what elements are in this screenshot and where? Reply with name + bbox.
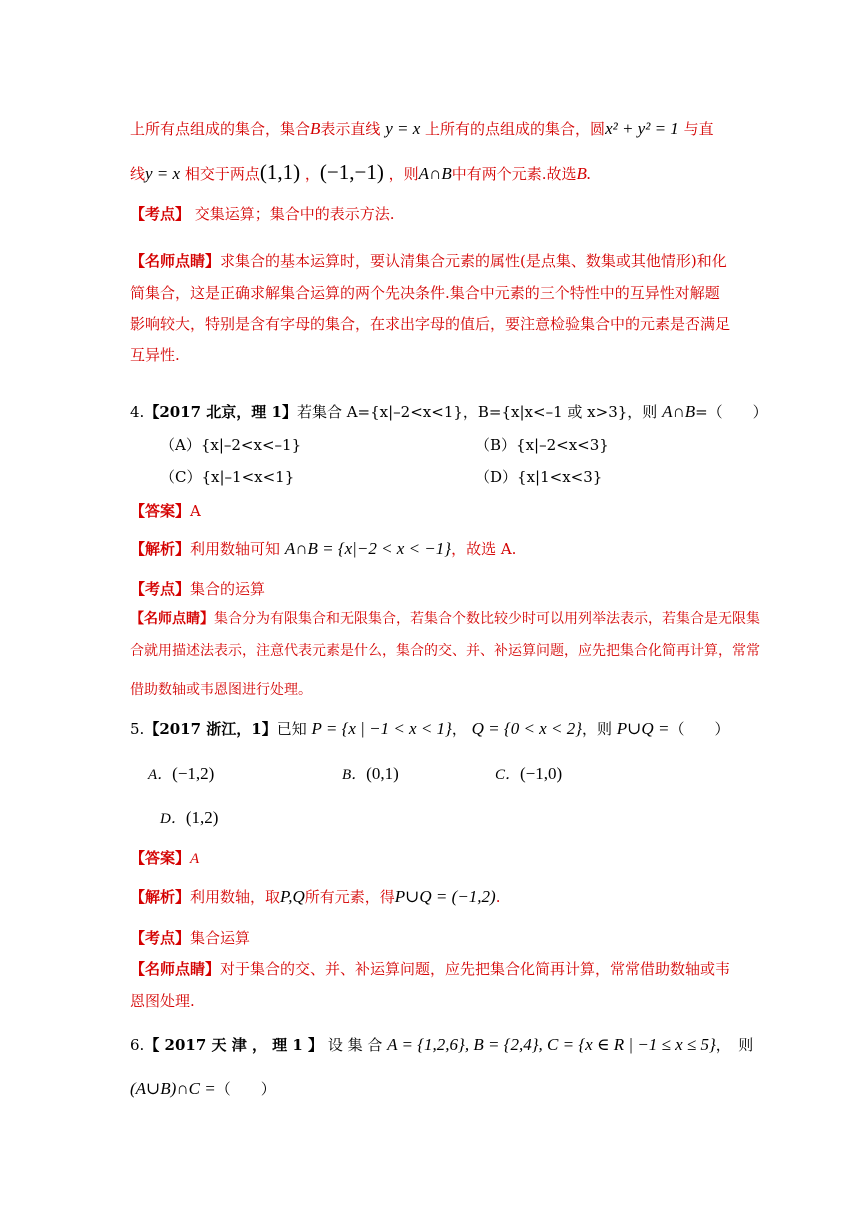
q5-kaodian: 【考点】集合运算 bbox=[130, 929, 251, 947]
q5-answer: 【答案】A bbox=[130, 849, 200, 867]
q5-analysis-equation: P∪Q = (−1,2) bbox=[394, 887, 496, 906]
q3-explanation-line-1: 上所有点组成的集合，集合B表示直线 y = x 上所有的点组成的集合，圆x² + y² = 1 与直 bbox=[130, 119, 714, 138]
q4-answer: 【答案】A bbox=[130, 502, 201, 520]
q6-sets: A = {1,2,6}, B = {2,4}, C = {x ∈ R | −1 ≤ x ≤ 5} bbox=[387, 1035, 716, 1054]
q6-stem-line-1: 6.【 2017 天 津 ， 理 1 】 设 集 合 A = {1,2,6}, B = {2,4}, C = {x ∈ R | −1 ≤ x ≤ 5}， 则 bbox=[130, 1035, 754, 1054]
q4-mingshi-line-3: 借助数轴或韦恩图进行处理。 bbox=[130, 682, 312, 698]
q4-analysis-equation: A∩B = {x|−2 < x < −1} bbox=[284, 539, 452, 558]
q5-mingshi-line-1: 【名师点睛】对于集合的交、并、补运算问题，应先把集合化简再计算，常常借助数轴或韦 bbox=[130, 960, 731, 978]
q6-source-tag: 【 2017 天 津 ， 理 1 】 bbox=[144, 1036, 324, 1054]
q4-option-d: （D）{x|1<x<3} bbox=[475, 468, 603, 486]
q4-analysis: 【解析】利用数轴可知 A∩B = {x|−2 < x < −1}，故选 A. bbox=[130, 539, 517, 558]
q3-mingshi-line-2: 简集合，这是正确求解集合运算的两个先决条件.集合中元素的三个特性中的互异性对解题 bbox=[130, 284, 720, 302]
q3-mingshi-line-4: 互异性. bbox=[130, 346, 180, 364]
q5-option-a: A．(−1,2) bbox=[148, 764, 215, 783]
q5-option-d: D．(1,2) bbox=[160, 808, 219, 827]
q4-mingshi-line-1: 【名师点睛】集合分为有限集合和无限集合，若集合个数比较少时可以用列举法表示，若集合是无限集 bbox=[130, 611, 760, 627]
q4-option-b: （B）{x|–2<x<3} bbox=[475, 436, 609, 454]
q3-explanation-line-2: 线y = x 相交于两点(1,1) ，(−1,−1) ，则A∩B中有两个元素.故选B. bbox=[130, 160, 592, 184]
q5-option-b: B．(0,1) bbox=[342, 764, 399, 783]
q6-stem-line-2: (A∪B)∩C =（ ） bbox=[130, 1079, 276, 1098]
q6-expression: (A∪B)∩C = bbox=[130, 1079, 216, 1098]
q5-analysis: 【解析】利用数轴，取P,Q所有元素，得P∪Q = (−1,2). bbox=[130, 887, 501, 906]
q4-option-c: （C）{x|–1<x<1} bbox=[160, 468, 295, 486]
point-2: (−1,−1) bbox=[319, 160, 384, 184]
q4-mingshi-line-2: 合就用描述法表示，注意代表元素是什么，集合的交、并、补运算问题，应先把集合化简再计算，常常 bbox=[130, 643, 760, 659]
q4-kaodian: 【考点】集合的运算 bbox=[130, 580, 266, 598]
point-1: (1,1) bbox=[259, 160, 301, 184]
q3-mingshi-line-1: 【名师点睛】求集合的基本运算时，要认清集合元素的属性(是点集、数集或其他情形)和化 bbox=[130, 252, 727, 270]
q5-stem: 5.【2017 浙江，1】已知 P = {x | −1 < x < 1}， Q = {0 < x < 2}，则 P∪Q =（ ） bbox=[130, 719, 730, 738]
q5-source-tag: 【2017 浙江，1】 bbox=[144, 720, 277, 738]
q4-source-tag: 【2017 北京，理 1】 bbox=[144, 403, 297, 421]
q3-mingshi-line-3: 影响较大，特别是含有字母的集合，在求出字母的值后，要注意检验集合中的元素是否满足 bbox=[130, 315, 731, 333]
q5-option-c: C．(−1,0) bbox=[495, 764, 563, 783]
line-equation: y = x bbox=[385, 119, 421, 138]
q5-mingshi-line-2: 恩图处理. bbox=[130, 992, 195, 1010]
q3-kaodian: 【考点】 交集运算；集合中的表示方法. bbox=[130, 205, 395, 223]
q4-option-a: （A）{x|–2<x<–1} bbox=[160, 436, 302, 454]
circle-equation: x² + y² = 1 bbox=[605, 119, 679, 138]
q4-stem: 4.【2017 北京，理 1】若集合 A={x|–2<x<1}，B={x|x<–1 或 x>3}，则 A∩B=（ ） bbox=[130, 402, 768, 421]
